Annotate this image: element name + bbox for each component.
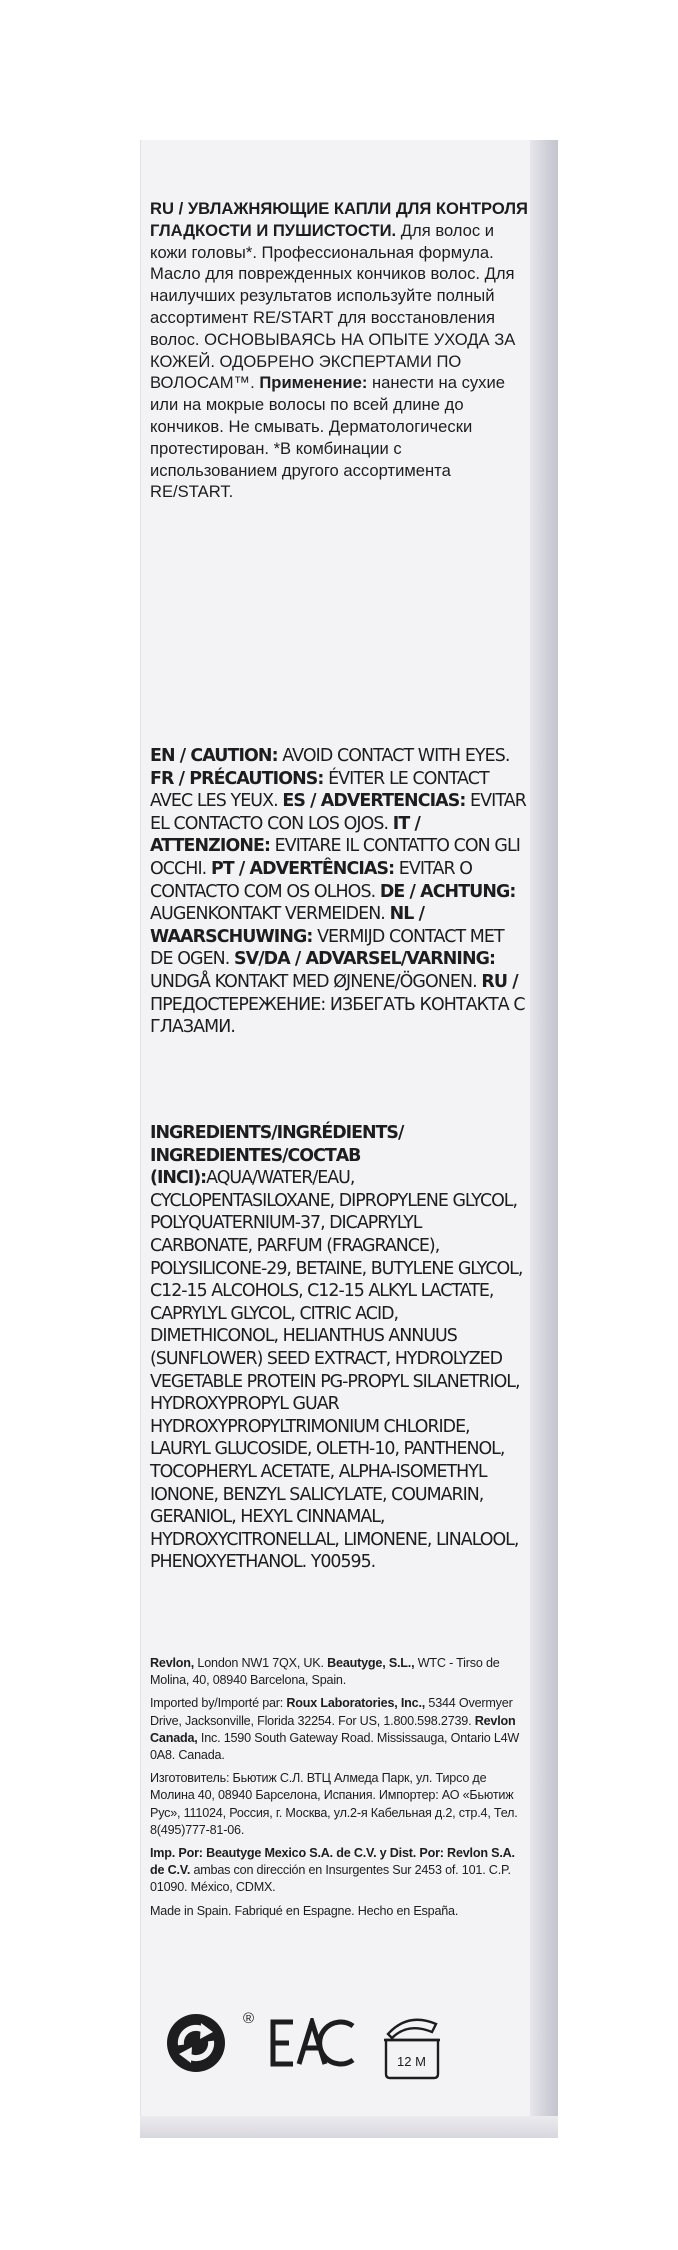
registered-mark: ® (243, 2010, 255, 2027)
ru-usage-label: Применение: (259, 373, 368, 393)
warning-text: VERMIJD CONTACT MET DE OGEN. (150, 926, 504, 970)
legal-text: Inc. 1590 South Gateway Road. Mississauga, Ontario L4W 0A8. Canada. (150, 1730, 520, 1763)
legal-text: 5344 Overmyer Drive, Jacksonville, Florida 32254. For US, 1.800.598.2739. (150, 1696, 513, 1728)
warning-label: RU / (481, 971, 518, 992)
package-edge (530, 140, 558, 2138)
warning-label: NL / WAARSCHUWING: (150, 904, 425, 947)
legal-text: Revlon, (150, 1656, 195, 1670)
legal-text: Made in Spain. Fabriqué en Espagne. Hecho en España. (150, 1903, 459, 1918)
ru-title: УВЛАЖНЯЮЩИЕ КАПЛИ ДЛЯ КОНТРОЛЯ ГЛАДКОСТИ И ПУШИСТОСТИ. (150, 199, 528, 240)
warning-text: AUGENKONTAKT VERMEIDEN. (150, 904, 385, 925)
ru-lang-label: RU (150, 199, 174, 218)
ingredients (150, 1122, 528, 1574)
warning-text: UNDGÅ KONTAKT MED ØJNENE/ÖGONEN. (150, 971, 477, 992)
warning-text: ÉVITER LE CONTACT AVEC LES YEUX. (150, 768, 489, 812)
warning-label: ES / ADVERTENCIAS: (282, 791, 466, 812)
package-bottom-edge (140, 2116, 558, 2138)
ru-description: RU / УВЛАЖНЯЮЩИЕ КАПЛИ ДЛЯ КОНТРОЛЯ ГЛАДКОСТИ И ПУШИСТОСТИ. Для волос и кожи головы*. Профессиональная формула. Масло для поврежденных кончиков волос. Для наилучших результатов используйте полный ассортимент RE/START для восстановления волос. ОСНОВЫВАЯСЬ НА ОПЫТЕ УХОДА ЗА КОЖЕЙ. ОДОБРЕНО ЭКСПЕРТАМИ ПО ВОЛОСАМ™. Применение: нанести на сухие или на мокрые волосы по всей длине до кончиков. Не смывать. Дерматологически протестирован. *В комбинации с использованием другого ассортимента RE/START. (150, 199, 528, 502)
warning-label: SV/DA / ADVARSEL/VARNING: (234, 949, 496, 970)
warning-label: DE / ACHTUNG: (379, 881, 516, 902)
legal-importer (150, 1695, 528, 1764)
warnings (150, 745, 528, 1039)
legal-text: Imp. Por: Beautyge Mexico S.A. de C.V. y Dist. Por: Revlon S.A. de C.V. (150, 1846, 515, 1878)
legal-text: Beautyge, S.L., (327, 1656, 415, 1670)
pao-label: 12 M (397, 2054, 426, 2069)
certification-icons (165, 2010, 525, 2090)
legal-text: ambas con dirección en Insurgentes Sur 2453 of. 101. C.P. 01090. México, CDMX. (150, 1863, 511, 1895)
warning-label: FR / PRÉCAUTIONS: (150, 768, 324, 789)
legal-text: Revlon Canada, (150, 1713, 516, 1745)
legal-ru-manufacturer (150, 1770, 528, 1839)
recycle-icon (165, 2012, 227, 2074)
ru-usage-text: нанести на сухие или на мокрые волосы по всей длине до кончиков. Не смывать. Дерматологически протестирован. *В комбинации с использованием другого ассортимента RE/START. (150, 373, 505, 502)
warning-label: IT / ATTENZIONE: (150, 813, 420, 857)
ingredients-list: AQUA/WATER/EAU, CYCLOPENTASILOXANE, DIPROPYLENE GLYCOL, POLYQUATERNIUM-37, DICAPRYLYL CARBONATE, PARFUM (FRAGRANCE), POLYSILICONE-29, BETAINE, BUTYLENE GLYCOL, C12-15 ALCOHOLS, C12-15 ALKYL LACTATE, CAPRYLYL GLYCOL, CITRIC ACID, DIMETHICONOL, HELIANTHUS ANNUUS (SUNFLOWER) SEED EXTRACT, HYDROLYZED VEGETABLE PROTEIN PG-PROPYL SILANETRIOL, HYDROXYPROPYL GUAR HYDROXYPROPYLTRIMONIUM CHLORIDE, LAURYL GLUCOSIDE, OLETH-10, PANTHENOL, TOCOPHERYL ACETATE, ALPHA-ISOMETHYL IONONE, BENZYL SALICYLATE, COUMARIN, GERANIOL, HEXYL CINNAMAL, HYDROXYCITRONELLAL, LIMONENE, LINALOOL, PHENOXYETHANOL. Y00595. (150, 1168, 523, 1573)
warning-text: EVITAR EL CONTACTO CON LOS OJOS. (150, 791, 526, 834)
legal-origin (150, 1903, 528, 1920)
warning-text: EVITARE IL CONTATTO CON GLI OCCHI. (150, 836, 520, 879)
legal-manufacturer (150, 1655, 528, 1689)
eac-icon (267, 2018, 357, 2068)
warning-text: ПРЕДОСТЕРЕЖЕНИЕ: ИЗБЕГАТЬ КОНТАКТА С ГЛАЗАМИ. (150, 994, 525, 1038)
warning-label: EN / CAUTION: (150, 746, 278, 766)
legal-mexico (150, 1845, 528, 1897)
warning-text: AVOID CONTACT WITH EYES. (282, 746, 510, 766)
warning-text: EVITAR O CONTACTO COM OS OLHOS. (150, 858, 473, 902)
legal-text: London NW1 7QX, UK. (197, 1656, 324, 1670)
legal-text: Roux Laboratories, Inc., (286, 1696, 426, 1711)
pao-icon (378, 2010, 446, 2080)
legal-text: Imported by/Importé par: (150, 1696, 284, 1711)
ingredients-label: INGREDIENTS/INGRÉDIENTS/ INGREDIENTES/СОСТАВ (INCI): (150, 1123, 404, 1189)
legal-text: Изготовитель: Бьютиж С.Л. ВТЦ Алмеда Парк, ул. Тирсо де Молина 40, 08940 Барселона, Испания. Импортер: АО «Бьютиж Рус», 111024, Россия, г. Москва, ул.2-я Кабельная д.2, стр.4, Тел. 8(495)777-81-06. (150, 1771, 518, 1837)
legal-text: WTC - Tirso de Molina, 40, 08940 Barcelona, Spain. (150, 1656, 500, 1688)
legal-info (150, 1655, 528, 1926)
warning-label: PT / ADVERTÊNCIAS: (210, 858, 395, 879)
ru-body: Для волос и кожи головы*. Профессиональная формула. Масло для поврежденных кончиков волос. Для наилучших результатов используйте полный ассортимент RE/START для восстановления волос. ОСНОВЫВАЯСЬ НА ОПЫТЕ УХОДА ЗА КОЖЕЙ. ОДОБРЕНО ЭКСПЕРТАМИ ПО ВОЛОСАМ™. (150, 220, 516, 393)
